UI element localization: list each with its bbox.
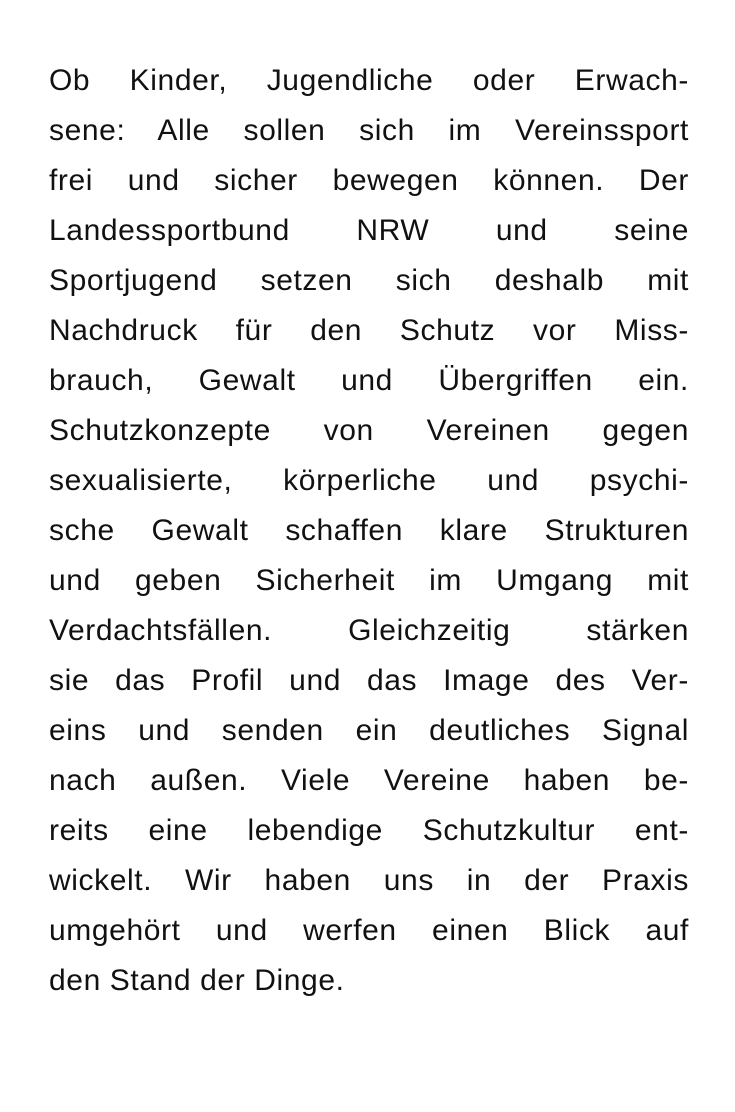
article-paragraph bbox=[49, 56, 689, 1006]
paragraph-line: sexualisierte, körperliche und psychi- bbox=[49, 464, 689, 497]
paragraph-line: Sportjugend setzen sich deshalb mit bbox=[49, 264, 689, 297]
paragraph-line: umgehört und werfen einen Blick auf bbox=[49, 914, 689, 947]
paragraph-line: wickelt. Wir haben uns in der Praxis bbox=[49, 864, 689, 897]
paragraph-line: nach außen. Viele Vereine haben be- bbox=[49, 764, 689, 797]
paragraph-line: sie das Profil und das Image des Ver- bbox=[49, 664, 689, 697]
paragraph-line: Verdachtsfällen. Gleichzeitig stärken bbox=[49, 614, 689, 647]
paragraph-line: Nachdruck für den Schutz vor Miss- bbox=[49, 314, 689, 347]
paragraph-line: und geben Sicherheit im Umgang mit bbox=[49, 564, 689, 597]
paragraph-line: Schutzkonzepte von Vereinen gegen bbox=[49, 414, 689, 447]
paragraph-line: frei und sicher bewegen können. Der bbox=[49, 164, 689, 197]
paragraph-line: brauch, Gewalt und Übergriffen ein. bbox=[49, 364, 689, 397]
paragraph-line: sche Gewalt schaffen klare Strukturen bbox=[49, 514, 689, 547]
paragraph-line: Ob Kinder, Jugendliche oder Erwach- bbox=[49, 64, 689, 97]
paragraph-line: eins und senden ein deutliches Signal bbox=[49, 714, 689, 747]
paragraph-line: sene: Alle sollen sich im Vereinssport bbox=[49, 114, 689, 147]
paragraph-line: Landessportbund NRW und seine bbox=[49, 214, 689, 247]
paragraph-line-last: den Stand der Dinge. bbox=[49, 964, 345, 997]
paragraph-line: reits eine lebendige Schutzkultur ent- bbox=[49, 814, 689, 847]
